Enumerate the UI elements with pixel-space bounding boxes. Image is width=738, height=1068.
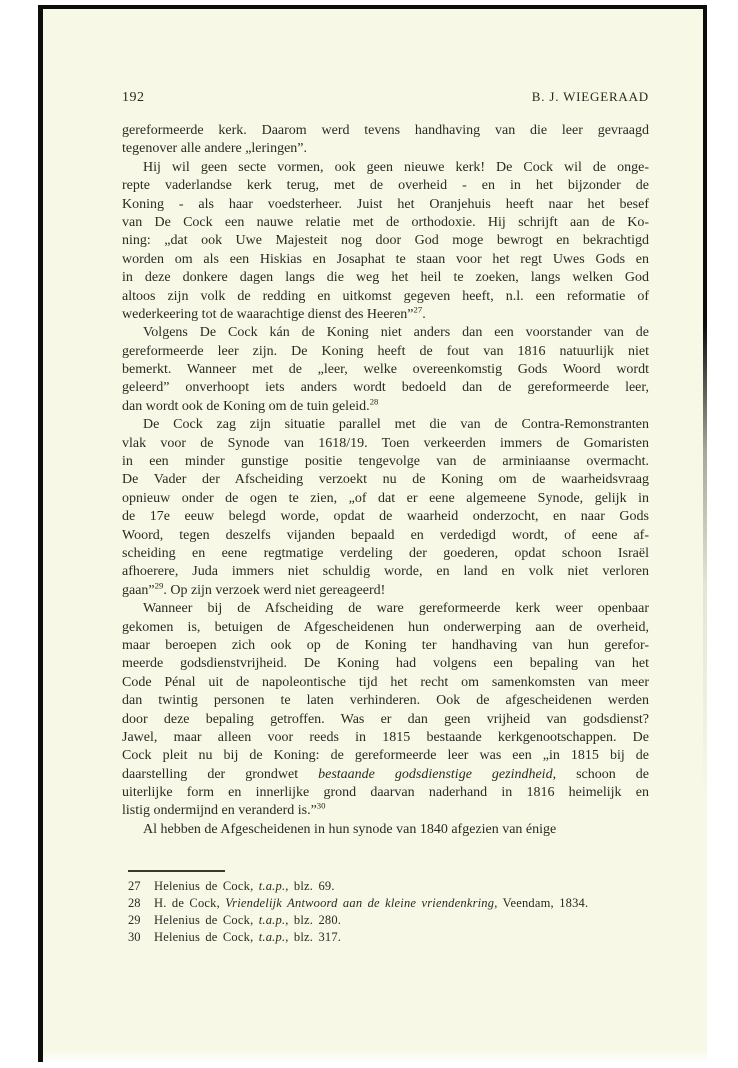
body-text xyxy=(122,122,649,839)
text-line: daarstelling der grondwet bestaande godsdienstige gezindheid, schoon de xyxy=(122,766,649,782)
text-line: listig ondermijnd en veranderd is.”$^{30}$ xyxy=(122,800,326,819)
text-line: ning: „dat ook Uwe Majesteit nog door God moge bewrogt en bekrachtigd xyxy=(122,233,649,249)
text-line: worden om als een Hiskias en Josaphat te staan voor het regt Uwes Gods en xyxy=(122,251,649,267)
text-line: meerde godsdienstvrijheid. De Koning had volgens een bepaling van het xyxy=(122,656,649,672)
text-line: Woord, tegen deszelfs vijanden bepaald en verdedigd wordt, of eene af- xyxy=(122,527,649,543)
text-line: bemerkt. Wanneer met de „leer, welke overeenkomstig Gods Woord wordt xyxy=(122,362,649,378)
text-line: wederkeering tot de waarachtige dienst des Heeren”$^{27}$. xyxy=(122,304,426,322)
text-line: gereformeerde leer zijn. De Koning heeft de fout van 1816 natuurlijk niet xyxy=(122,343,649,359)
footnote-number: 28 xyxy=(128,896,141,911)
text-line: Volgens De Cock kán de Koning niet anders dan een voorstander van de xyxy=(143,325,649,341)
book-page xyxy=(38,5,707,1062)
text-line: gaan”$^{29}$. Op zijn verzoek werd niet gereageerd! xyxy=(122,580,386,598)
text-line: Code Pénal uit de napoleontische tijd het recht om samenkomsten van meer xyxy=(122,674,649,690)
text-line: Cock pleit nu bij de Koning: de gereformeerde leer was een „in 1815 bij de xyxy=(122,748,649,764)
footnote-number: 29 xyxy=(128,913,141,928)
text-line: van De Cock een nauwe relatie met de orthodoxie. Hij schrijft aan de Ko- xyxy=(122,214,649,230)
footnote-item xyxy=(122,929,649,946)
footnote-number: 30 xyxy=(128,930,141,945)
text-line: opnieuw onder de ogen te zien, „of dat er eene algemeene Synode, gelijk in xyxy=(122,490,649,506)
text-line: Hij wil geen secte vormen, ook geen nieuwe kerk! De Cock wil de onge- xyxy=(143,159,649,175)
text-line: De Vader der Afscheiding verzoekt nu de Koning om de waarheidsvraag xyxy=(122,472,649,488)
footnote-text: H. de Cock, Vriendelijk Antwoord aan de kleine vriendenkring, Veendam, 1834. xyxy=(154,896,589,911)
footnote-item xyxy=(122,912,649,929)
text-line: gekomen is, betuigen de Afgescheidenen hun onderwerping aan de overheid, xyxy=(122,619,649,635)
text-line: tegenover alle andere „leringen”. xyxy=(122,141,308,157)
text-line: in deze donkere dagen langs die weg het heil te zoeken, langs welken God xyxy=(122,270,649,286)
text-line: De Cock zag zijn situatie parallel met die van de Contra-Remonstranten xyxy=(143,417,649,433)
text-line: in een minder gunstige positie tengevolge van de arminiaanse overmacht. xyxy=(122,454,649,470)
text-line: gereformeerde kerk. Daarom werd tevens handhaving van die leer gevraagd xyxy=(122,123,649,138)
text-line: geleerd” onverhoopt iets anders wordt bedoeld dan de gereformeerde leer, xyxy=(122,380,649,396)
text-line: dan wordt ook de Koning om de tuin geleid.$^{28}$ xyxy=(122,396,379,414)
footnote-item xyxy=(122,878,649,895)
text-line: Wanneer bij de Afscheiding de ware gereformeerde kerk weer openbaar xyxy=(143,601,649,617)
running-header xyxy=(122,88,649,106)
text-line: vlak voor de Synode van 1618/19. Toen verkeerden immers de Gomaristen xyxy=(122,435,649,451)
text-line: repte vaderlandse kerk terug, met de overheid - en in het bijzonder de xyxy=(122,178,649,194)
footnote-text: Helenius de Cock, t.a.p., blz. 69. xyxy=(154,879,335,894)
text-line: afhoerere, Juda immers niet schuldig worde, en land en volk niet verloren xyxy=(122,564,649,580)
footnote-number: 27 xyxy=(128,879,141,894)
footnote-separator xyxy=(128,870,225,872)
footnote-item xyxy=(122,895,649,912)
text-line: dan twintig personen te laten verhinderen. Ook de afgescheidenen werden xyxy=(122,693,649,709)
footnote-text: Helenius de Cock, t.a.p., blz. 280. xyxy=(154,913,342,928)
text-line: door deze bepaling getroffen. Was er dan geen vrijheid van godsdienst? xyxy=(122,711,649,727)
footnote-list xyxy=(122,878,649,946)
text-line: Koning - als haar voedsterheer. Juist het Oranjehuis heeft naar het besef xyxy=(122,196,649,212)
text-line: scheiding en eene regtmatige verdeling der goederen, opdat schoon Israël xyxy=(122,545,649,561)
text-line: altoos zijn volk de redding en uitkomst gegeven heeft, n.l. een reformatie of xyxy=(122,288,649,304)
text-line: maar beroepen zich ook op de Koning ter handhaving van hun gerefor- xyxy=(122,637,649,653)
footnote-text: Helenius de Cock, t.a.p., blz. 317. xyxy=(154,930,342,945)
text-line: Jawel, maar alleen voor reeds in 1815 bestaande kerkgenootschappen. De xyxy=(122,729,649,745)
page-number: 192 xyxy=(122,90,145,105)
running-head-author: B. J. WIEGERAAD xyxy=(531,89,649,104)
text-line: de 17e eeuw belegd worde, opdat de waarheid onderzocht, en naar Gods xyxy=(122,509,649,525)
text-line: Al hebben de Afgescheidenen in hun synode van 1840 afgezien van énige xyxy=(143,821,557,837)
footnotes xyxy=(122,870,649,946)
text-line: uiterlijke form en innerlijke grond daarvan naderhand in 1816 heimelijk en xyxy=(122,785,649,801)
